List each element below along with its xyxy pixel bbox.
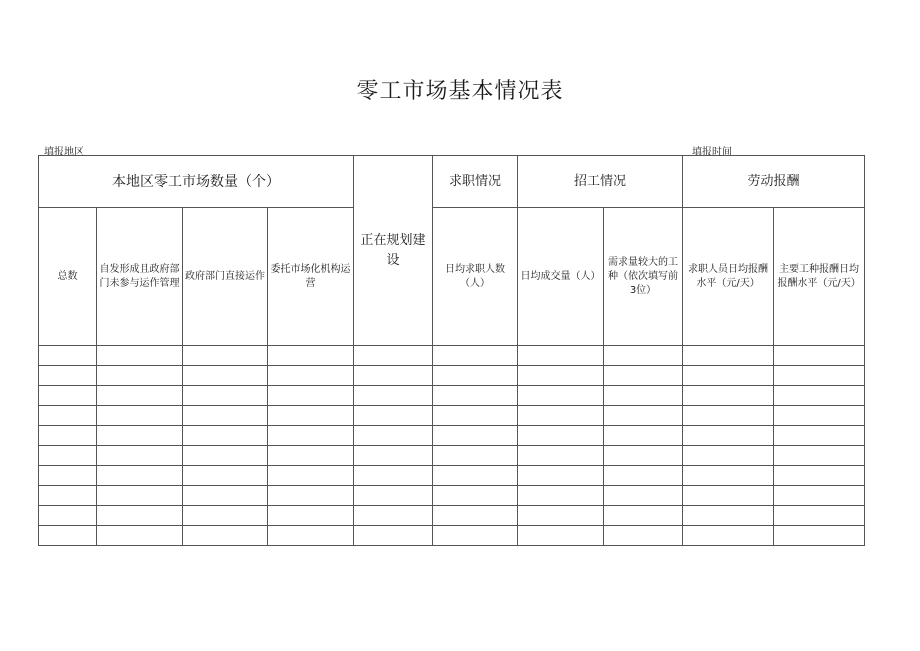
col-daily-seekers: 日均求职人数（人）	[433, 208, 518, 346]
table-cell[interactable]	[774, 426, 865, 446]
table-cell[interactable]	[433, 526, 518, 546]
table-cell[interactable]	[97, 406, 183, 426]
table-cell[interactable]	[97, 446, 183, 466]
table-cell[interactable]	[683, 406, 774, 426]
table-cell[interactable]	[433, 446, 518, 466]
table-cell[interactable]	[433, 506, 518, 526]
table-cell[interactable]	[604, 406, 683, 426]
table-cell[interactable]	[774, 486, 865, 506]
table-cell[interactable]	[354, 366, 433, 386]
table-cell[interactable]	[774, 466, 865, 486]
table-cell[interactable]	[518, 366, 604, 386]
table-cell[interactable]	[774, 366, 865, 386]
table-cell[interactable]	[774, 506, 865, 526]
table-cell[interactable]	[268, 406, 354, 426]
col-entrusted: 委托市场化机构运营	[268, 208, 354, 346]
table-cell[interactable]	[39, 526, 97, 546]
col-seeker-pay: 求职人员日均报酬水平（元/天）	[683, 208, 774, 346]
table-cell[interactable]	[683, 366, 774, 386]
col-daily-deals: 日均成交量（人）	[518, 208, 604, 346]
table-cell[interactable]	[268, 446, 354, 466]
table-cell[interactable]	[354, 386, 433, 406]
table-cell[interactable]	[268, 426, 354, 446]
table-cell[interactable]	[683, 466, 774, 486]
table-cell[interactable]	[433, 346, 518, 366]
table-row	[39, 386, 865, 406]
table-cell[interactable]	[518, 406, 604, 426]
table-cell[interactable]	[683, 486, 774, 506]
table-cell[interactable]	[268, 486, 354, 506]
table-cell[interactable]	[268, 386, 354, 406]
job-seeking-header: 求职情况	[433, 156, 518, 208]
table-cell[interactable]	[433, 426, 518, 446]
table-row	[39, 466, 865, 486]
table-cell[interactable]	[604, 346, 683, 366]
table-cell[interactable]	[183, 446, 268, 466]
table-cell[interactable]	[39, 366, 97, 386]
table-cell[interactable]	[518, 526, 604, 546]
table-cell[interactable]	[97, 486, 183, 506]
col-main-job-pay: 主要工种报酬日均报酬水平（元/天）	[774, 208, 865, 346]
table-cell[interactable]	[354, 426, 433, 446]
table-cell[interactable]	[183, 506, 268, 526]
recruitment-header: 招工情况	[518, 156, 683, 208]
table-cell[interactable]	[518, 386, 604, 406]
table-row	[39, 526, 865, 546]
table-cell[interactable]	[433, 406, 518, 426]
table-cell[interactable]	[604, 486, 683, 506]
table-cell[interactable]	[354, 446, 433, 466]
table-cell[interactable]	[268, 466, 354, 486]
table-cell[interactable]	[97, 366, 183, 386]
col-total: 总数	[39, 208, 97, 346]
table-cell[interactable]	[518, 486, 604, 506]
table-row	[39, 406, 865, 426]
table-cell[interactable]	[97, 506, 183, 526]
table-cell[interactable]	[683, 426, 774, 446]
table-cell[interactable]	[39, 406, 97, 426]
table-cell[interactable]	[183, 346, 268, 366]
table-cell[interactable]	[433, 386, 518, 406]
table-cell[interactable]	[683, 386, 774, 406]
table-cell[interactable]	[354, 406, 433, 426]
table-cell[interactable]	[354, 466, 433, 486]
table-cell[interactable]	[518, 466, 604, 486]
table-row	[39, 486, 865, 506]
table-cell[interactable]	[39, 446, 97, 466]
table-cell[interactable]	[518, 506, 604, 526]
table-cell[interactable]	[183, 426, 268, 446]
table-cell[interactable]	[518, 346, 604, 366]
table-cell[interactable]	[97, 346, 183, 366]
table-cell[interactable]	[97, 466, 183, 486]
table-cell[interactable]	[683, 526, 774, 546]
table-cell[interactable]	[433, 366, 518, 386]
table-cell[interactable]	[604, 426, 683, 446]
table-cell[interactable]	[183, 366, 268, 386]
table-cell[interactable]	[433, 466, 518, 486]
table-cell[interactable]	[268, 346, 354, 366]
table-cell[interactable]	[39, 466, 97, 486]
table-row	[39, 346, 865, 366]
market-count-header: 本地区零工市场数量（个）	[39, 156, 354, 208]
table-cell[interactable]	[604, 526, 683, 546]
table-cell[interactable]	[774, 386, 865, 406]
table-cell[interactable]	[604, 506, 683, 526]
table-cell[interactable]	[774, 446, 865, 466]
table-row	[39, 446, 865, 466]
fill-time-label: 填报时间	[692, 147, 732, 158]
table-cell[interactable]	[518, 426, 604, 446]
table-cell[interactable]	[183, 526, 268, 546]
col-self-formed: 自发形成且政府部门未参与运作管理	[97, 208, 183, 346]
table-cell[interactable]	[97, 386, 183, 406]
table-cell[interactable]	[183, 486, 268, 506]
table-cell[interactable]	[183, 386, 268, 406]
table-cell[interactable]	[774, 346, 865, 366]
table-cell[interactable]	[97, 426, 183, 446]
table-cell[interactable]	[518, 446, 604, 466]
col-gov-operated: 政府部门直接运作	[183, 208, 268, 346]
table-row	[39, 426, 865, 446]
table-cell[interactable]	[183, 406, 268, 426]
table-cell[interactable]	[39, 506, 97, 526]
table-cell[interactable]	[433, 486, 518, 506]
table-cell[interactable]	[268, 366, 354, 386]
table-cell[interactable]	[354, 346, 433, 366]
table-cell[interactable]	[268, 526, 354, 546]
table-cell[interactable]	[39, 426, 97, 446]
fill-area-label: 填报地区	[44, 147, 84, 158]
table-cell[interactable]	[183, 466, 268, 486]
table-cell[interactable]	[354, 526, 433, 546]
table-row	[39, 506, 865, 526]
table-cell[interactable]	[604, 386, 683, 406]
table-cell[interactable]	[39, 386, 97, 406]
market-info-table	[38, 155, 865, 546]
page-title: 零工市场基本情况表	[356, 79, 564, 104]
table-cell[interactable]	[39, 346, 97, 366]
col-top-jobs: 需求量较大的工种（依次填写前3位）	[604, 208, 683, 346]
table-cell[interactable]	[604, 466, 683, 486]
table-cell[interactable]	[683, 446, 774, 466]
table-cell[interactable]	[604, 446, 683, 466]
table-cell[interactable]	[97, 526, 183, 546]
table-cell[interactable]	[354, 506, 433, 526]
table-row	[39, 366, 865, 386]
table-cell[interactable]	[354, 486, 433, 506]
planning-header: 正在规划建设	[354, 156, 433, 346]
table-cell[interactable]	[774, 406, 865, 426]
table-cell[interactable]	[774, 526, 865, 546]
table-cell[interactable]	[39, 486, 97, 506]
table-cell[interactable]	[683, 506, 774, 526]
table-cell[interactable]	[268, 506, 354, 526]
table-cell[interactable]	[604, 366, 683, 386]
table-cell[interactable]	[683, 346, 774, 366]
labor-pay-header: 劳动报酬	[683, 156, 865, 208]
